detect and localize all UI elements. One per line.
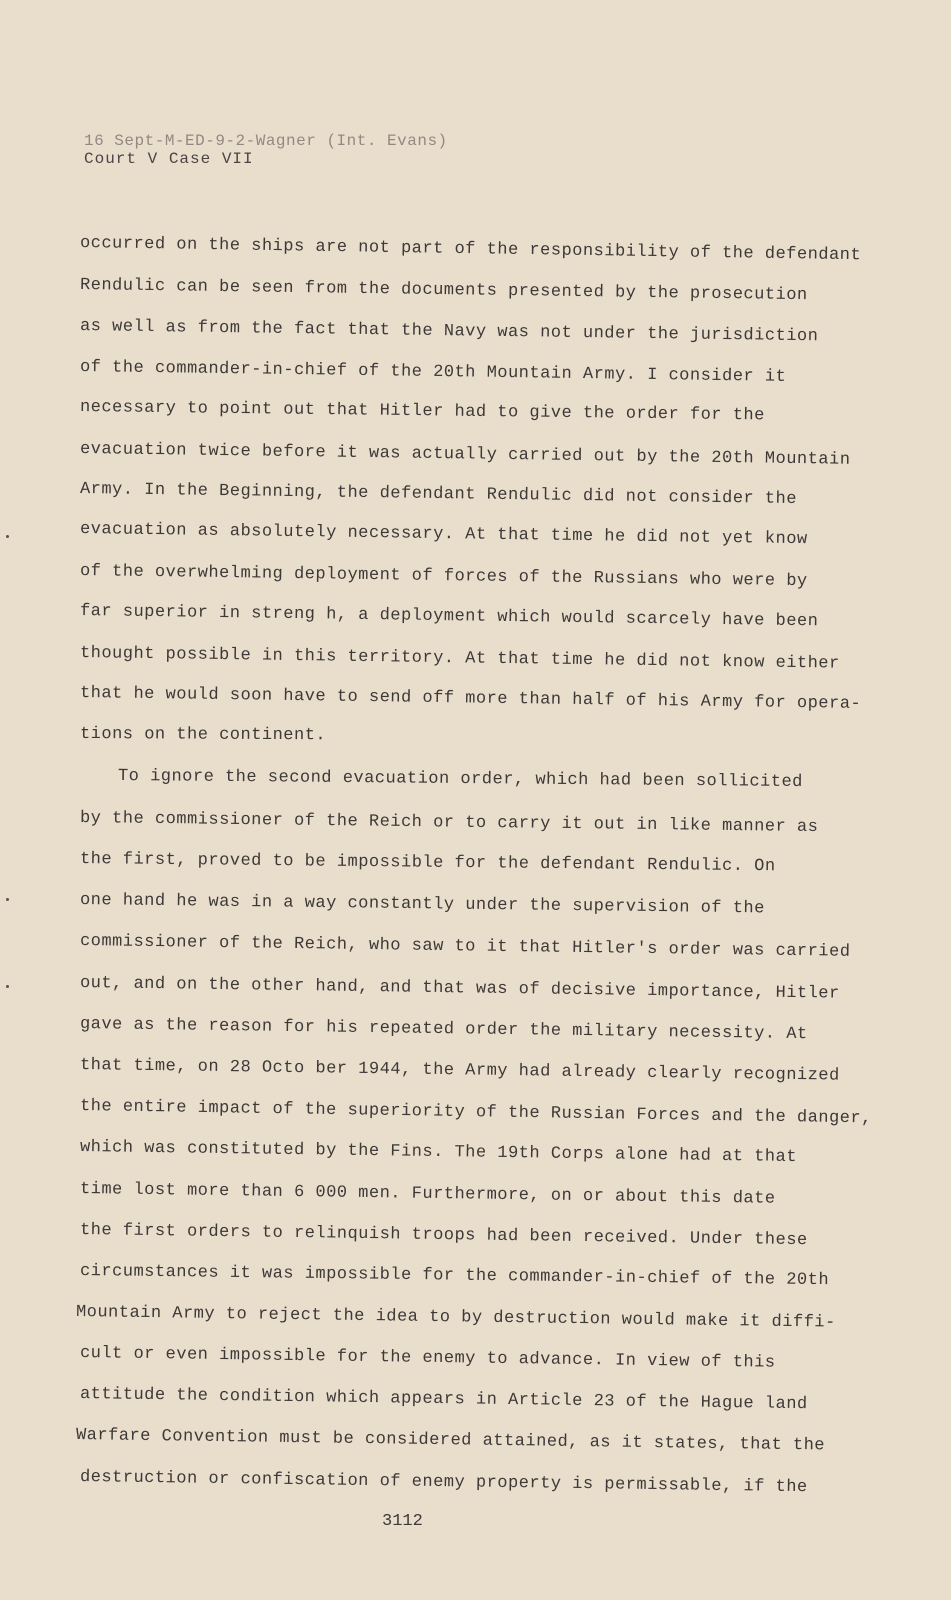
text-line: that time, on 28 Octo ber 1944, the Army had already clearly recognized [79, 1056, 840, 1086]
text-line: thought possible in this territory. At that time he did not know either [79, 644, 840, 674]
text-line: evacuation twice before it was actually carried out by the 20th Mountain [79, 440, 851, 470]
text-line: occurred on the ships are not part of the responsibility of the defendant [79, 234, 862, 266]
margin-mark [6, 535, 9, 538]
text-line: far superior in streng h, a deployment which would scarcely have been [79, 602, 819, 632]
text-line: that he would soon have to send off more than half of his Army for opera- [79, 684, 862, 714]
text-line: Warfare Convention must be considered attained, as it states, that the [75, 1426, 826, 1456]
text-line: time lost more than 6 000 men. Furthermore, on or about this date [79, 1180, 776, 1209]
text-line: the first orders to relinquish troops had been received. Under these [79, 1221, 808, 1251]
text-line: out, and on the other hand, and that was of decisive importance, Hitler [79, 974, 840, 1004]
margin-mark [6, 985, 9, 988]
text-line: by the commissioner of the Reich or to carry it out in like manner as [79, 809, 819, 838]
text-line: necessary to point out that Hitler had to give the order for the [79, 398, 765, 426]
header-court-case-line: Court V Case VII [84, 150, 254, 168]
header-reference-line: 16 Sept-M-ED-9-2-Wagner (Int. Evans) [84, 132, 448, 150]
text-line: of the commander-in-chief of the 20th Mountain Army. I consider it [79, 358, 787, 387]
text-line: Army. In the Beginning, the defendant Rendulic did not consider the [79, 480, 798, 510]
text-line: evacuation as absolutely necessary. At that time he did not yet know [79, 520, 808, 550]
text-line: attitude the condition which appears in Article 23 of the Hague land [79, 1385, 808, 1415]
text-line: one hand he was in a way constantly under the supervision of the [79, 891, 765, 919]
text-line: of the overwhelming deployment of forces of the Russians who were by [79, 562, 808, 592]
page-number: 3112 [382, 1512, 423, 1531]
text-line: To ignore the second evacuation order, which had been sollicited [117, 767, 803, 792]
text-line: as well as from the fact that the Navy was not under the jurisdiction [79, 317, 819, 347]
text-line: tions on the continent. [79, 725, 327, 746]
document-header [84, 132, 448, 168]
text-line: gave as the reason for his repeated order the military necessity. At [79, 1015, 808, 1045]
text-line: Rendulic can be seen from the documents presented by the prosecution [79, 276, 808, 306]
text-line: commissioner of the Reich, who saw to it that Hitler's order was carried [79, 932, 851, 962]
text-line: which was constituted by the Fins. The 19th Corps alone had at that [79, 1138, 798, 1168]
text-line: circumstances it was impossible for the commander-in-chief of the 20th [79, 1262, 830, 1291]
text-line: the first, proved to be impossible for the defendant Rendulic. On [79, 850, 776, 877]
text-line: destruction or confiscation of enemy property is permissable, if the [79, 1468, 808, 1498]
text-line: cult or even impossible for the enemy to advance. In view of this [79, 1344, 776, 1373]
margin-mark [6, 898, 9, 901]
text-line: the entire impact of the superiority of the Russian Forces and the danger, [79, 1097, 872, 1129]
text-line: Mountain Army to reject the idea to by destruction would make it diffi- [75, 1303, 836, 1333]
